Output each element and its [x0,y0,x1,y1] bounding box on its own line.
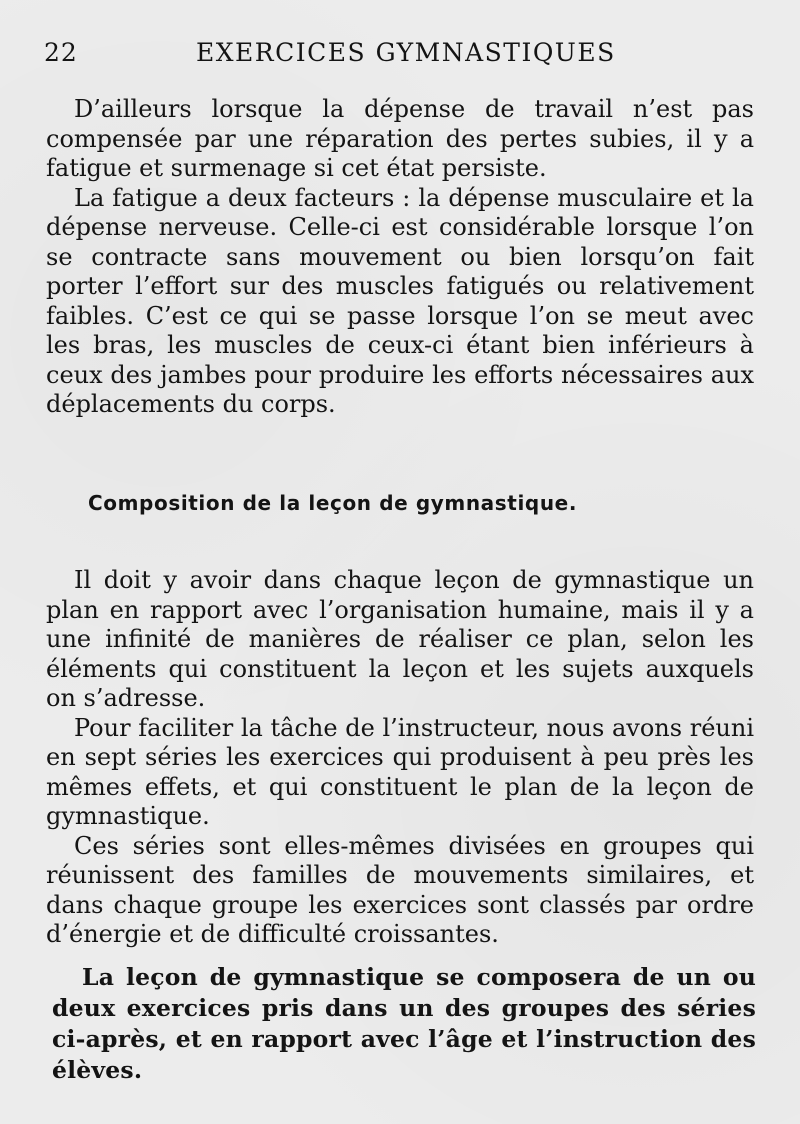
page-number: 22 [44,38,78,67]
paragraph: D’ailleurs lorsque la dépense de travail n’est pas compensée par une réparation des pertes subies, il y a fatigue et surmenage si cet état persiste. [46,95,754,182]
bold-rule-paragraph: La leçon de gymnastique se composera de un ou deux exercices pris dans un des groupes des séries ci-après, et en rapport avec l’âge et l’instruction des élèves. [52,963,756,1084]
paragraph: Pour faciliter la tâche de l’instructeur, nous avons réuni en sept séries les exercices qui produisent à peu près les mêmes effets, et qui constituent le plan de la leçon de gymnastique. [46,713,754,830]
section-heading: Composition de la leçon de gymnastique. [88,491,578,515]
paragraph: Il doit y avoir dans chaque leçon de gymnastique un plan en rapport avec l’organisation humaine, mais il y a une infinité de manières de réaliser ce plan, selon les éléments qui constituent la leçon et les sujets auxquels on s’adresse. [46,566,754,712]
page-header [44,38,744,78]
running-title: EXERCICES GYMNASTIQUES [196,38,616,67]
text-block-lesson [46,566,754,950]
text-block-fatigue [46,95,754,420]
paragraph: La fatigue a deux facteurs : la dépense musculaire et la dépense nerveuse. Celle-ci est considérable lorsque l’on se contracte sans mouvement ou bien lorsqu’on fait porter l’effort sur des muscles fatigués ou relativement faibles. C’est ce qui se passe lorsque l’on se meut avec les bras, les muscles de ceux-ci étant bien inférieurs à ceux des jambes pour produire les efforts nécessaires aux déplacements du corps. [46,183,754,418]
paragraph: Ces séries sont elles-mêmes divisées en groupes qui réunissent des familles de mouvements similaires, et dans chaque groupe les exercices sont classés par ordre d’énergie et de difficulté croissantes. [46,831,754,948]
